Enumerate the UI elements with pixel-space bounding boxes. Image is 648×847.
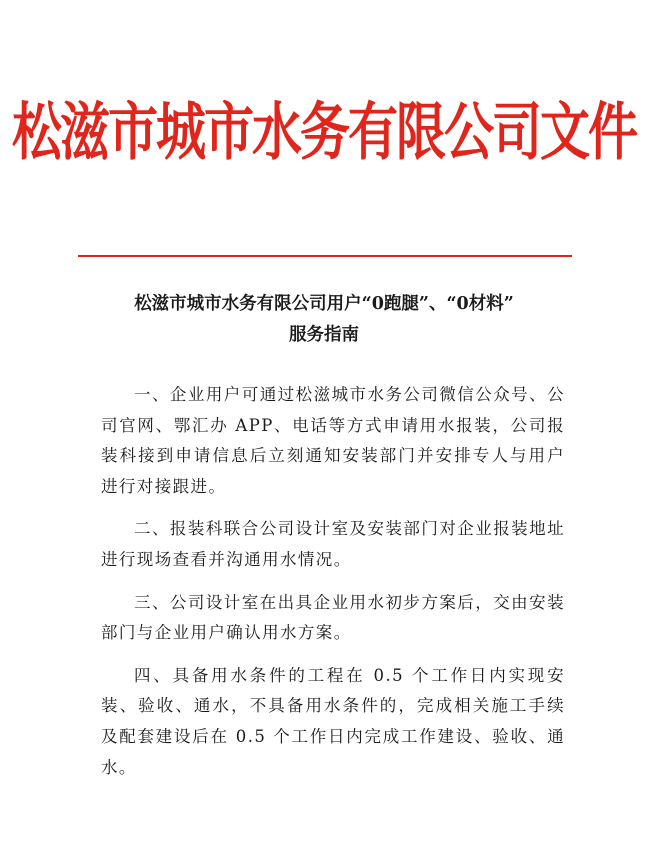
paragraph-2: 二、报装科联合公司设计室及安装部门对企业报装地址进行现场查看并沟通用水情况。 (101, 519, 565, 569)
paragraph-3: 三、公司设计室在出具企业用水初步方案后，交由安装部门与企业用户确认用水方案。 (101, 592, 565, 643)
document-title-line-2: 服务指南 (289, 325, 359, 345)
paragraph-1: 一、企业用户可通过松滋城市水务公司微信公众号、公司官网、鄂汇办 APP、电话等方式申请用水报装，公司报装科接到申请信息后立刻通知安装部门并安排专人与用户进行对接跟进。 (101, 385, 565, 496)
document-title (60, 289, 588, 351)
document-body (101, 380, 565, 795)
red-masthead: 松滋市城市水务有限公司文件 (12, 96, 636, 169)
paragraph-4: 四、具备用水条件的工程在 0.5 个工作日内实现安装、验收、通水，不具备用水条件的，完成相关施工手续及配套建设后在 0.5 个工作日内完成工作建设、验收、通水。 (101, 665, 565, 777)
document-title-line-1: 松滋市城市水务有限公司用户“0跑腿”、“0材料” (134, 294, 514, 314)
red-divider-line (78, 255, 572, 257)
